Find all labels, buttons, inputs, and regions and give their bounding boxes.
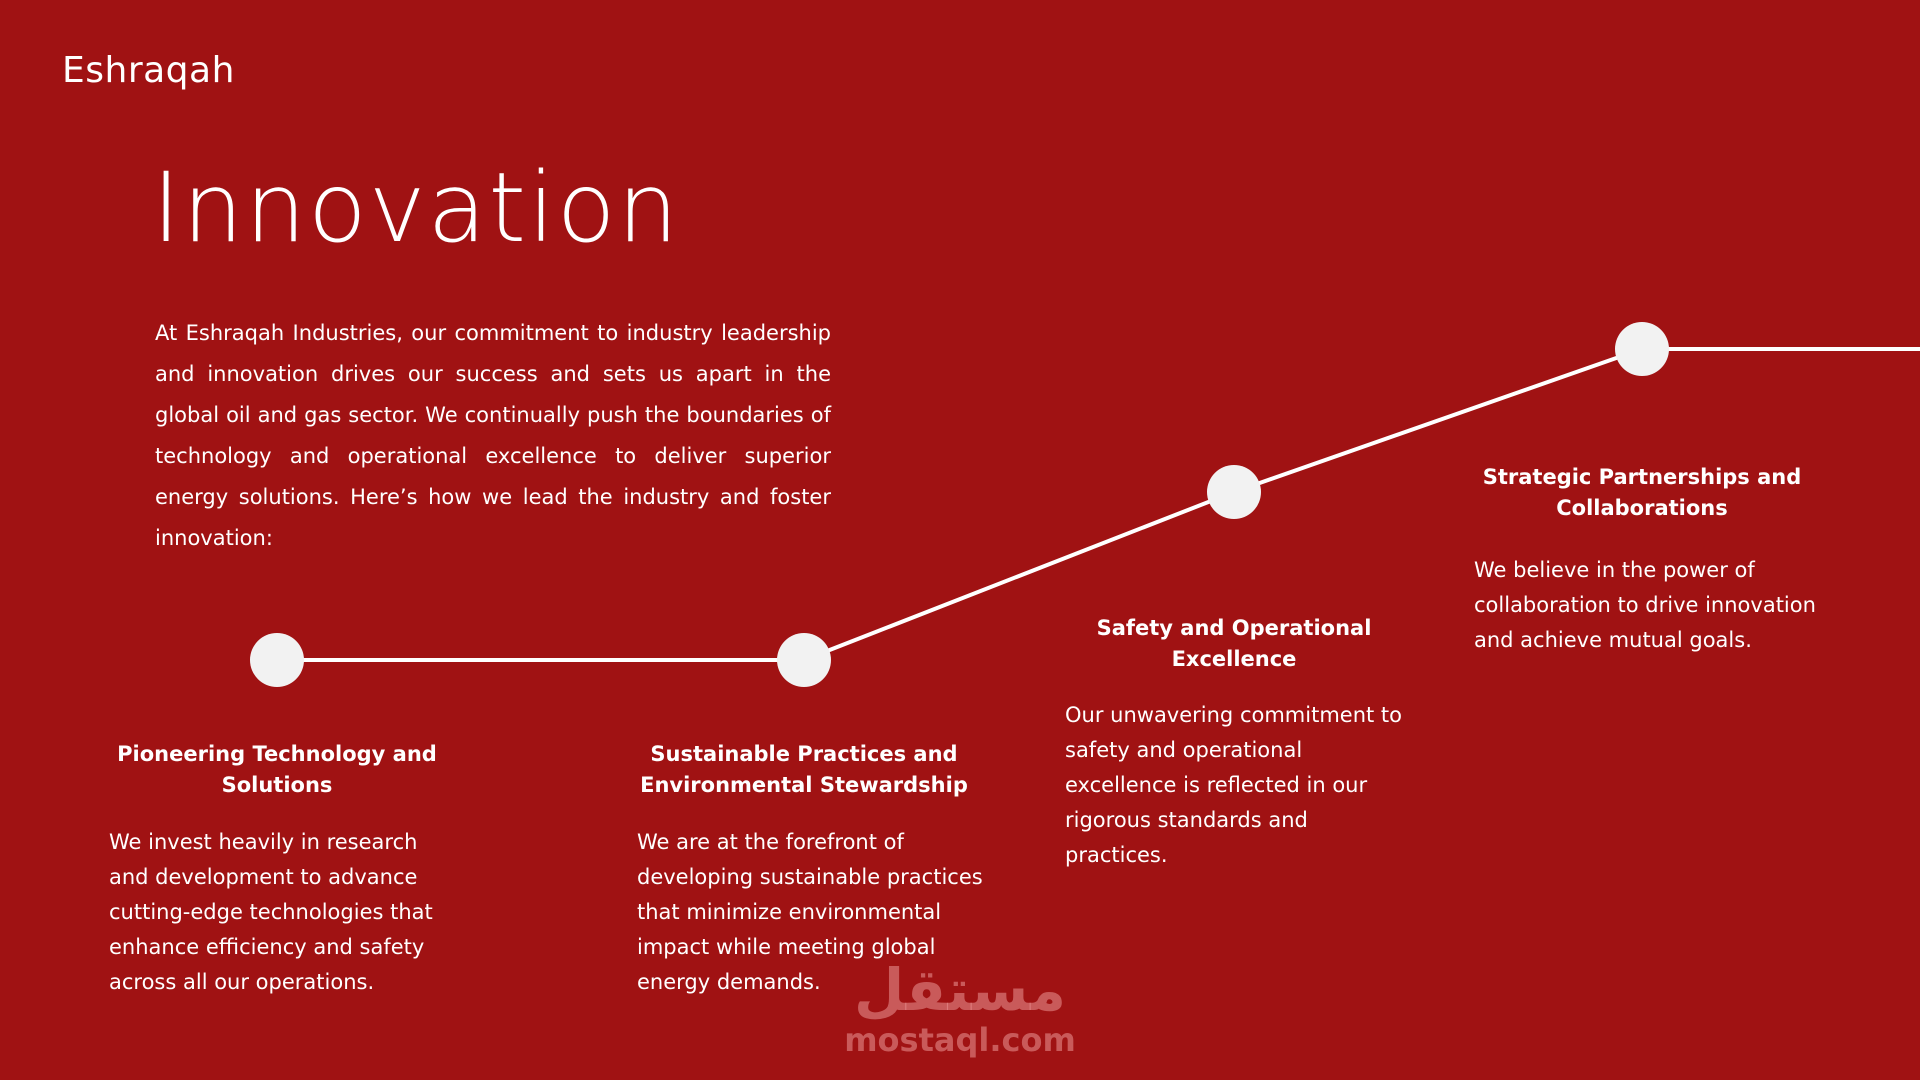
timeline-node-2 bbox=[777, 633, 831, 687]
timeline-node-3 bbox=[1207, 465, 1261, 519]
milestone-1-description: We invest heavily in research and development to advance cutting-edge technologies that enhance efficiency and safety across all our operations. bbox=[109, 830, 433, 994]
brand-logo: Eshraqah bbox=[62, 50, 235, 91]
milestone-4-description: We believe in the power of collaboration to drive innovation and achieve mutual goals. bbox=[1474, 558, 1816, 652]
intro-paragraph: At Eshraqah Industries, our commitment to industry leadership and innovation drives our success and sets us apart in the global oil and gas sector. We continually push the boundaries of technology and operational excellence to deliver superior energy solutions. Here’s how we lead the industry and foster innovation: bbox=[155, 321, 831, 550]
watermark-latin: mostaql.com bbox=[844, 1021, 1076, 1059]
timeline-node-1 bbox=[250, 633, 304, 687]
page-title: Innovation bbox=[152, 152, 681, 264]
milestone-1-title: Pioneering Technology and Solutions bbox=[117, 742, 437, 797]
watermark-arabic: مستقل bbox=[853, 956, 1067, 1024]
milestone-3-title: Safety and Operational Excellence bbox=[1096, 616, 1372, 671]
milestone-3-description: Our unwavering commitment to safety and operational excellence is reflected in our rigorous standards and practices. bbox=[1065, 703, 1402, 867]
milestone-4-title: Strategic Partnerships and Collaborations bbox=[1482, 465, 1802, 520]
timeline-node-4 bbox=[1615, 322, 1669, 376]
watermark bbox=[840, 958, 1080, 1058]
milestone-2-description: We are at the forefront of developing sustainable practices that minimize environmental impact while meeting global energy demands. bbox=[637, 830, 983, 994]
milestone-2-title: Sustainable Practices and Environmental Stewardship bbox=[640, 742, 968, 797]
